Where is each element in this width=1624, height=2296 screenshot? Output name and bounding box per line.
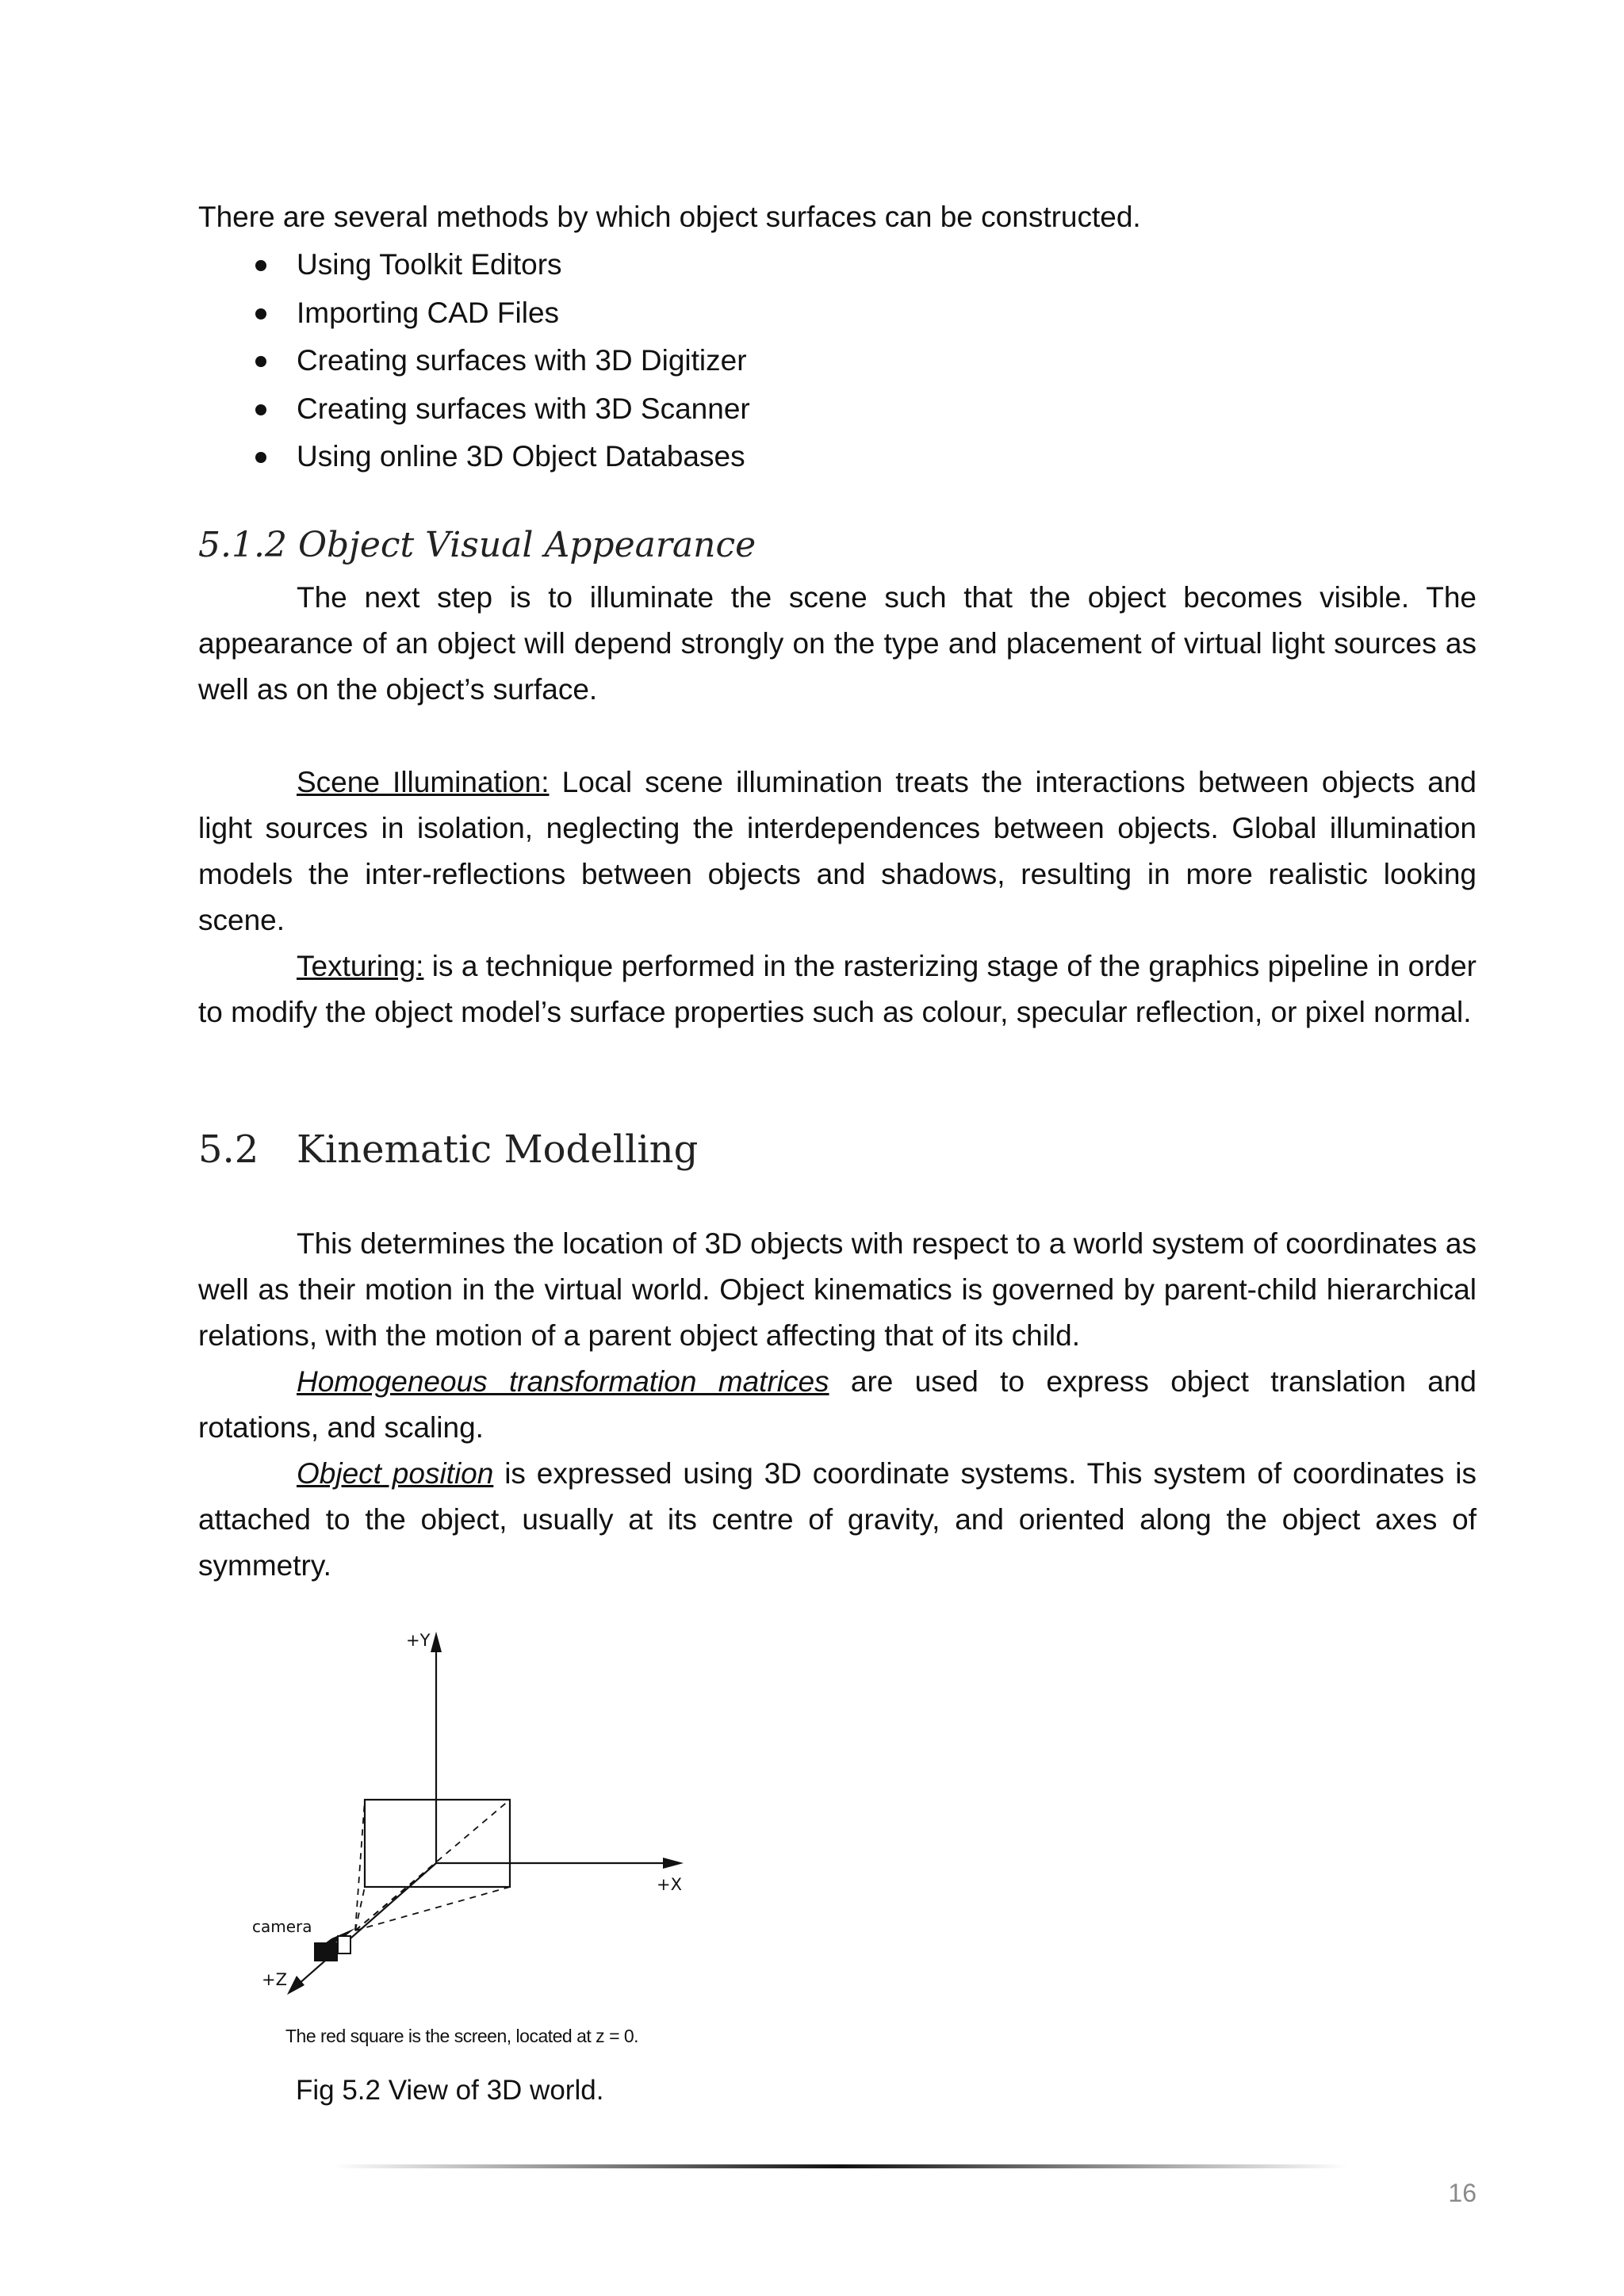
intro-sentence: There are several methods by which object surfaces can be constructed. — [198, 201, 1141, 233]
frustum-line — [355, 1800, 365, 1931]
texturing-text: is a technique performed in the rasterizing stage of the graphics pipeline in order to modify the object model’s surface properties such as colour, specular reflection, or pixel normal. — [198, 950, 1477, 1028]
screen-square — [365, 1800, 510, 1887]
page-number: 16 — [1448, 2179, 1477, 2207]
section-heading — [198, 1126, 698, 1173]
frustum-line — [355, 1887, 365, 1931]
subsection-heading: 5.1.2 Object Visual Appearance — [198, 525, 756, 565]
section-title: Kinematic Modelling — [297, 1127, 699, 1172]
appearance-paragraph — [198, 575, 1477, 713]
axis-label-x: +X — [657, 1875, 682, 1894]
scene-illumination-text: Local scene illumination treats the interactions between objects and light sources in isolation, neglecting the interdependences between objects. Global illumination models the inter-reflections between objects and shadows, resulting in more realistic looking scene. — [198, 766, 1477, 936]
z-axis-arrowhead — [287, 1976, 304, 1995]
axis-label-z: +Z — [262, 1970, 287, 1989]
illumination-texturing-block — [198, 760, 1477, 1035]
appearance-text: The next step is to illuminate the scene such that the object becomes visible. The appearance of an object will depend strongly on the type and placement of virtual light sources as well as on the object’s surface. — [198, 581, 1477, 706]
camera-label: camera — [252, 1917, 312, 1936]
y-axis-arrowhead — [431, 1632, 442, 1652]
homogeneous-text: are used to express object translation and rotations, and scaling. — [198, 1365, 1477, 1444]
texturing-term: Texturing: — [297, 950, 424, 982]
figure-caption: Fig 5.2 View of 3D world. — [296, 2075, 604, 2106]
list-item: Importing CAD Files — [255, 289, 750, 338]
texturing-paragraph — [198, 943, 1477, 1035]
list-item: Creating surfaces with 3D Digitizer — [255, 337, 750, 385]
x-axis-arrowhead — [663, 1858, 684, 1869]
axis-label-y: +Y — [406, 1631, 431, 1650]
kinematic-paragraph: This determines the location of 3D objects with respect to a world system of coordinates as well as their motion in the virtual world. Object kinematics is governed by parent-child hierarchical relations, with the motion of a parent object affecting that of its child. — [198, 1227, 1477, 1352]
section-number: 5.2 — [198, 1127, 259, 1172]
list-item: Creating surfaces with 3D Scanner — [255, 385, 750, 434]
scene-illumination-term: Scene Illumination: — [297, 766, 550, 798]
list-item: Using online 3D Object Databases — [255, 433, 750, 481]
frustum-line — [355, 1800, 510, 1931]
object-position-term: Object position — [297, 1457, 494, 1490]
footer-rule — [333, 2164, 1348, 2168]
kinematic-block — [198, 1221, 1477, 1589]
surface-methods-list — [255, 241, 750, 481]
object-position-paragraph — [198, 1451, 1477, 1589]
homogeneous-paragraph — [198, 1359, 1477, 1451]
list-item: Using Toolkit Editors — [255, 241, 750, 289]
scene-illumination-paragraph — [198, 760, 1477, 943]
camera-icon — [314, 1928, 355, 1961]
figure-note: The red square is the screen, located at z = 0. — [285, 2026, 639, 2046]
frustum-line — [355, 1887, 510, 1931]
object-position-text: is expressed using 3D coordinate systems. This system of coordinates is attached to the object, usually at its centre of gravity, and oriented along the object axes of symmetry. — [198, 1457, 1477, 1582]
world-coordinates-figure — [238, 1617, 698, 2014]
homogeneous-term: Homogeneous transformation matrices — [297, 1365, 829, 1398]
frustum-line — [355, 1863, 436, 1931]
